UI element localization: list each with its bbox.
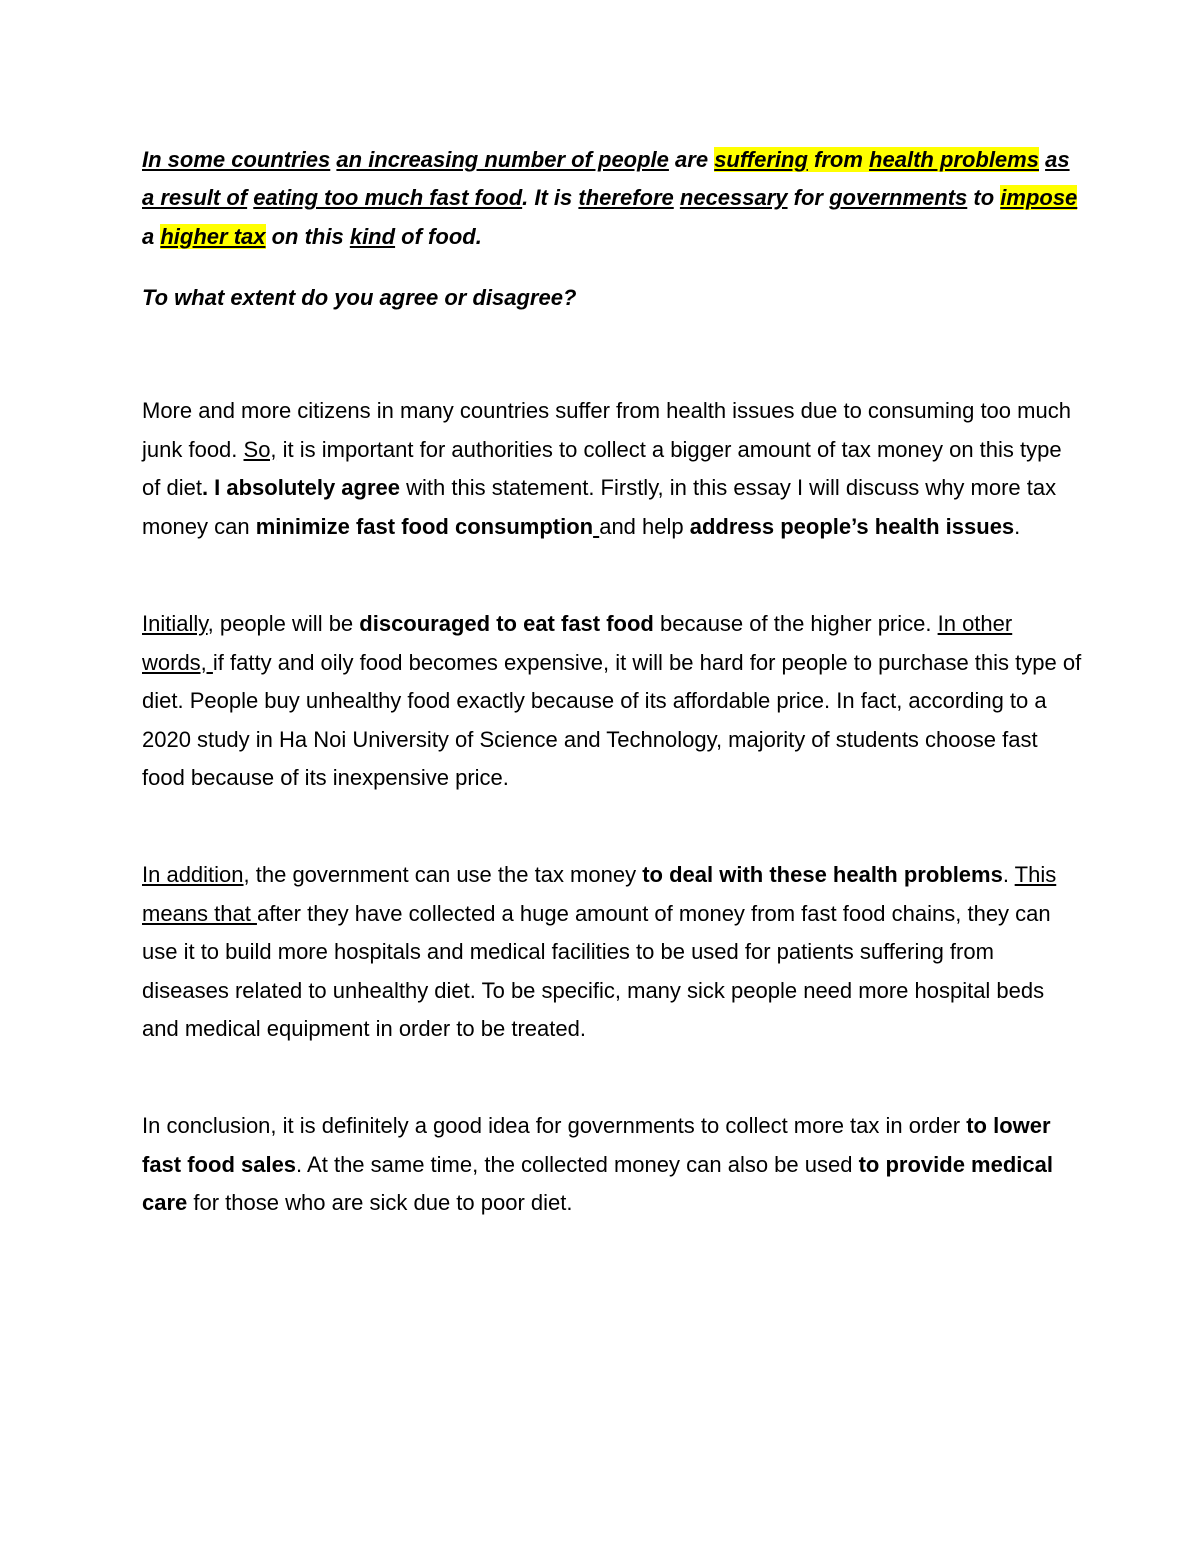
key-phrase: to deal with these health problems: [642, 862, 1003, 887]
paragraph-text: for those who are sick due to poor diet.: [187, 1190, 573, 1216]
prompt-phrase: kind: [349, 223, 396, 249]
key-phrase: discouraged to eat fast food: [359, 611, 654, 636]
linking-word: In other words,: [142, 611, 1013, 675]
paragraph-text: if fatty and oily food becomes expensive, it will be hard for people to purchase this type of diet. People buy unhealthy food exactly because of its affordable price. In fact, according to a 2020 study in Ha Noi University of Science and Technology, majority of students choose fast food because of its inexpensive price.: [142, 649, 1082, 791]
linking-word: This means that: [142, 862, 1057, 926]
paragraph-text: because of the higher price.: [653, 611, 938, 636]
paragraph-text: In conclusion, it is definitely a good idea for governments to collect more tax in order: [142, 1113, 967, 1138]
prompt-highlight: from: [814, 147, 863, 172]
prompt-phrase: as a result of: [142, 147, 1070, 211]
paragraph-text: .: [1002, 862, 1015, 887]
paragraph-conclusion: [142, 1107, 1082, 1223]
paragraph-body-2: [142, 856, 1082, 1049]
prompt-text: . It is: [522, 185, 579, 211]
linking-word: In addition: [142, 862, 244, 887]
key-phrase: to lower fast food sales: [142, 1113, 1051, 1177]
key-phrase: . I absolutely agree: [201, 475, 401, 501]
prompt-phrase: necessary: [679, 185, 788, 211]
prompt-phrase: In some countries: [142, 147, 331, 172]
paragraph-text: after they have collected a huge amount of money from fast food chains, they can use it to build more hospitals and medical facilities to be used for patients suffering from diseases related to unhealthy diet. To be specific, many sick people need more hospital beds and medical equipment in order to be treated.: [142, 900, 1051, 1042]
paragraph-text: . At the same time, the collected money can also be used: [296, 1151, 859, 1177]
paragraph-text: it is important for authorities to collect a bigger amount of tax money on this type of diet: [142, 436, 1062, 501]
prompt-phrase: therefore: [578, 185, 674, 211]
paragraph-text: with this statement. Firstly, in this essay I will discuss why more tax money can: [142, 475, 1057, 539]
paragraph-text: .: [1014, 513, 1021, 539]
prompt-highlight: impose: [1000, 185, 1078, 211]
linking-word: Initially: [142, 611, 208, 636]
prompt-text: of food.: [395, 223, 482, 249]
prompt-phrase: eating too much fast food: [253, 185, 523, 211]
key-phrase: minimize fast food consumption: [255, 513, 594, 539]
prompt-text: a: [142, 223, 161, 249]
paragraph-introduction: [142, 392, 1082, 546]
essay-prompt: [142, 141, 1082, 256]
paragraph-body-1: [142, 605, 1082, 798]
prompt-phrase: an increasing number of people: [336, 147, 669, 172]
prompt-text: on this: [265, 223, 350, 249]
prompt-highlight: health problems: [869, 147, 1039, 172]
prompt-highlight: higher tax: [160, 223, 266, 249]
prompt-text: are: [668, 147, 715, 172]
prompt-text: to: [967, 185, 1001, 211]
prompt-highlight: suffering: [714, 147, 808, 172]
key-phrase: address people’s health issues: [689, 513, 1015, 539]
essay-question: To what extent do you agree or disagree?: [142, 285, 577, 310]
paragraph-text: , the government can use the tax money: [243, 862, 643, 887]
key-phrase: to provide medical care: [142, 1151, 1053, 1216]
paragraph-text: More and more citizens in many countries suffer from health issues due to consuming too much junk food.: [142, 398, 1071, 462]
paragraph-text: and help: [599, 513, 690, 539]
prompt-phrase: governments: [829, 185, 968, 211]
paragraph-text: , people will be: [207, 611, 360, 636]
linking-word: So,: [243, 436, 277, 462]
prompt-text: for: [787, 185, 830, 211]
